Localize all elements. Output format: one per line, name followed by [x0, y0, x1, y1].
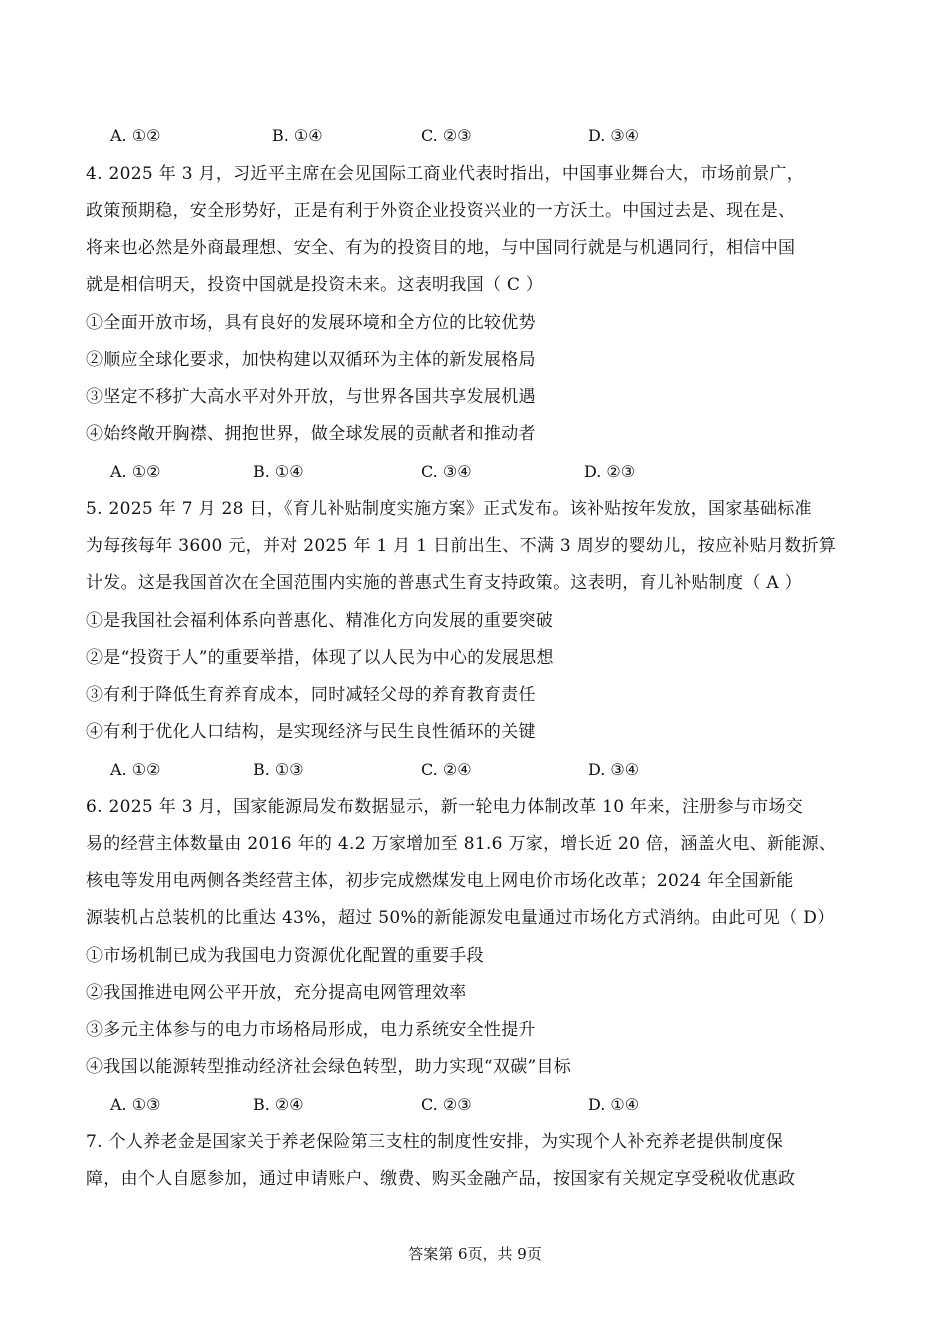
q5-option-b: B. ①③: [253, 760, 304, 779]
q4-statement-2: ②顺应全球化要求，加快构建以双循环为主体的新发展格局: [86, 350, 536, 370]
q5-statement-1: ①是我国社会福利体系向普惠化、精准化方向发展的重要突破: [86, 611, 554, 631]
q6-option-b: B. ②④: [253, 1095, 304, 1114]
q4-statement-3: ③坚定不移扩大高水平对外开放，与世界各国共享发展机遇: [86, 387, 536, 407]
q5-statement-4: ④有利于优化人口结构，是实现经济与民生良性循环的关键: [86, 722, 536, 742]
q6-statement-4: ④我国以能源转型推动经济社会绿色转型，助力实现“双碳”目标: [86, 1057, 572, 1077]
q4-stem-line-3: 将来也必然是外商最理想、安全、有为的投资目的地，与中国同行就是与机遇同行，相信中国: [86, 238, 796, 258]
q4-stem-line-4: 就是相信明天，投资中国就是投资未来。这表明我国（ C ）: [86, 275, 544, 295]
q4-statement-4: ④始终敞开胸襟、拥抱世界，做全球发展的贡献者和推动者: [86, 424, 536, 444]
q6-stem-line-2: 易的经营主体数量由 2016 年的 4.2 万家增加至 81.6 万家，增长近 20 倍，涵盖火电、新能源、: [86, 834, 837, 854]
q5-stem-line-1: 5. 2025 年 7 月 28 日，《育儿补贴制度实施方案》正式发布。该补贴按年发放，国家基础标准: [86, 499, 812, 519]
q4-option-b: B. ①④: [253, 462, 304, 481]
q5-statement-2: ②是“投资于人”的重要举措，体现了以人民为中心的发展思想: [86, 648, 554, 668]
q7-stem-line-2: 障，由个人自愿参加，通过申请账户、缴费、购买金融产品，按国家有关规定享受税收优惠政: [86, 1169, 796, 1189]
q3-option-a: A. ①②: [110, 126, 161, 145]
q7-stem-line-1: 7. 个人养老金是国家关于养老保险第三支柱的制度性安排，为实现个人补充养老提供制度保: [86, 1132, 784, 1152]
q4-statement-1: ①全面开放市场，具有良好的发展环境和全方位的比较优势: [86, 313, 536, 333]
q4-option-a: A. ①②: [110, 462, 161, 481]
q6-statement-1: ①市场机制已成为我国电力资源优化配置的重要手段: [86, 946, 484, 966]
q4-option-d: D. ②③: [584, 462, 636, 481]
q5-stem-line-3: 计发。这是我国首次在全国范围内实施的普惠式生育支持政策。这表明，育儿补贴制度（ A ）: [86, 573, 802, 593]
q6-option-c: C. ②③: [421, 1095, 472, 1114]
q6-statement-2: ②我国推进电网公平开放，充分提高电网管理效率: [86, 983, 467, 1003]
q5-stem-line-2: 为每孩每年 3600 元，并对 2025 年 1 月 1 日前出生、不满 3 周岁的婴幼儿，按应补贴月数折算: [86, 536, 837, 556]
q3-option-b: B. ①④: [272, 126, 323, 145]
q6-option-d: D. ①④: [588, 1095, 640, 1114]
q6-stem-line-3: 核电等发用电两侧各类经营主体，初步完成燃煤发电上网电价市场化改革；2024 年全国新能: [86, 871, 794, 891]
q6-stem-line-1: 6. 2025 年 3 月，国家能源局发布数据显示，新一轮电力体制改革 10 年来，注册参与市场交: [86, 797, 804, 817]
q5-option-d: D. ③④: [588, 760, 640, 779]
q3-option-d: D. ③④: [588, 126, 640, 145]
q4-option-c: C. ③④: [421, 462, 472, 481]
q6-option-a: A. ①③: [110, 1095, 161, 1114]
q5-option-a: A. ①②: [110, 760, 161, 779]
q4-stem-line-2: 政策预期稳，安全形势好，正是有利于外资企业投资兴业的一方沃土。中国过去是、现在是、: [86, 201, 796, 221]
q5-statement-3: ③有利于降低生育养育成本，同时减轻父母的养育教育责任: [86, 685, 536, 705]
q4-stem-line-1: 4. 2025 年 3 月，习近平主席在会见国际工商业代表时指出，中国事业舞台大，市场前景广，: [86, 164, 805, 184]
q3-option-c: C. ②③: [421, 126, 472, 145]
q5-option-c: C. ②④: [421, 760, 472, 779]
q6-statement-3: ③多元主体参与的电力市场格局形成，电力系统安全性提升: [86, 1020, 536, 1040]
q6-stem-line-4: 源装机占总装机的比重达 43%，超过 50%的新能源发电量通过市场化方式消纳。由此可见（ D）: [86, 908, 835, 928]
page-footer: 答案第 6页，共 9页: [408, 1245, 542, 1263]
